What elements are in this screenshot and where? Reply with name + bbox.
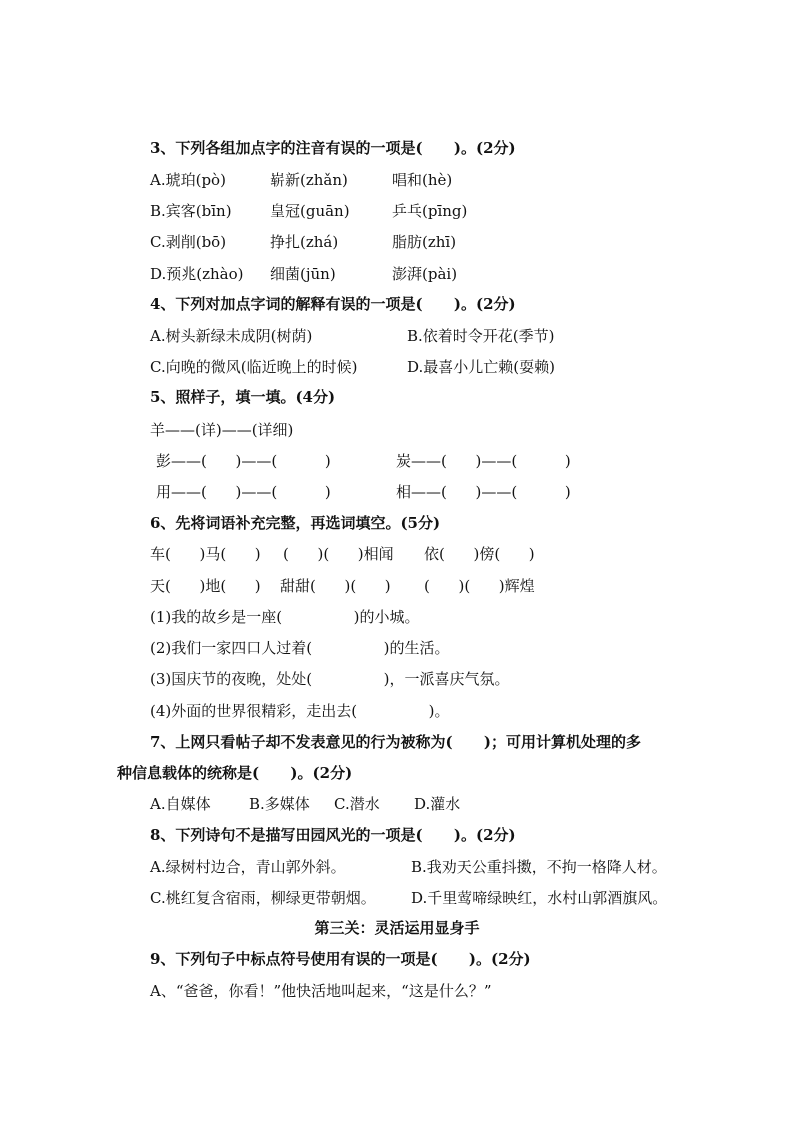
q7-option-c: C.潜水 <box>334 795 380 813</box>
q8-title: 8、下列诗句不是描写田园风光的一项是( )。(2分) <box>150 826 516 844</box>
q8-option-d: D.千里莺啼绿映红，水村山郭酒旗风。 <box>411 889 668 907</box>
q5-example: 羊——(详)——(详细) <box>150 421 294 439</box>
q6-word-4: 天( )地( ) <box>150 577 261 595</box>
q4-option-c: C.向晚的微风(临近晚上的时候) <box>150 358 358 376</box>
q6-sentence-2: (2)我们一家四口人过着( )的生活。 <box>150 639 450 657</box>
q5-row2-left: 用——( )——( ) <box>156 483 331 501</box>
q6-word-6: ( )( )辉煌 <box>424 577 535 595</box>
q5-row1-left: 彭——( )——( ) <box>156 452 331 470</box>
q6-word-1: 车( )马( ) <box>150 545 261 563</box>
q8-option-b: B.我劝天公重抖擞，不拘一格降人材。 <box>411 858 667 876</box>
q9-option-a: A、“爸爸，你看！”他快活地叫起来，“这是什么？” <box>150 982 492 1000</box>
q4-option-b: B.依着时令开花(季节) <box>407 327 555 345</box>
q4-option-a: A.树头新绿未成阴(树荫) <box>150 327 313 345</box>
q3-d-2: 细菌(jūn) <box>270 265 336 283</box>
q6-title: 6、先将词语补充完整，再选词填空。(5分) <box>150 514 441 532</box>
q3-title: 3、下列各组加点字的注音有误的一项是( )。(2分) <box>150 139 516 157</box>
q3-b-1: B.宾客(bīn) <box>150 202 232 220</box>
q3-c-3: 脂肪(zhī) <box>392 233 457 251</box>
section-heading: 第三关：灵活运用显身手 <box>314 919 480 937</box>
q4-option-d: D.最喜小儿亡赖(耍赖) <box>407 358 555 376</box>
q5-row2-right: 相——( )——( ) <box>396 483 571 501</box>
q7-option-a: A.自媒体 <box>150 795 211 813</box>
q3-d-1: D.预兆(zhào) <box>150 265 244 283</box>
q5-title: 5、照样子，填一填。(4分) <box>150 388 336 406</box>
q3-a-3: 唱和(hè) <box>392 171 453 189</box>
q9-title: 9、下列句子中标点符号使用有误的一项是( )。(2分) <box>150 950 531 968</box>
q7-option-d: D.灌水 <box>414 795 461 813</box>
q6-sentence-1: (1)我的故乡是一座( )的小城。 <box>150 608 420 626</box>
q7-title: 7、上网只看帖子却不发表意见的行为被称为( )；可用计算机处理的多 <box>150 733 641 751</box>
q6-word-5: 甜甜( )( ) <box>280 577 391 595</box>
q7-title-continued: 种信息载体的统称是( )。(2分) <box>117 764 353 782</box>
q6-sentence-4: (4)外面的世界很精彩，走出去( )。 <box>150 702 450 720</box>
q3-c-1: C.剥削(bō) <box>150 233 227 251</box>
q3-b-3: 乒乓(pīng) <box>392 202 468 220</box>
q8-option-a: A.绿树村边合，青山郭外斜。 <box>150 858 346 876</box>
q5-row1-right: 炭——( )——( ) <box>396 452 571 470</box>
q6-word-3: 依( )傍( ) <box>424 545 535 563</box>
q4-title: 4、下列对加点字词的解释有误的一项是( )。(2分) <box>150 295 516 313</box>
q3-a-2: 崭新(zhǎn) <box>270 171 348 189</box>
q3-a-1: A.琥珀(pò) <box>150 171 226 189</box>
q7-option-b: B.多媒体 <box>249 795 310 813</box>
q6-word-2: ( )( )相闻 <box>283 545 394 563</box>
q3-c-2: 挣扎(zhá) <box>270 233 339 251</box>
q3-d-3: 澎湃(pài) <box>392 265 458 283</box>
q8-option-c: C.桃红复含宿雨，柳绿更带朝烟。 <box>150 889 376 907</box>
q3-b-2: 皇冠(guān) <box>270 202 350 220</box>
q6-sentence-3: (3)国庆节的夜晚，处处( )，一派喜庆气氛。 <box>150 670 510 688</box>
